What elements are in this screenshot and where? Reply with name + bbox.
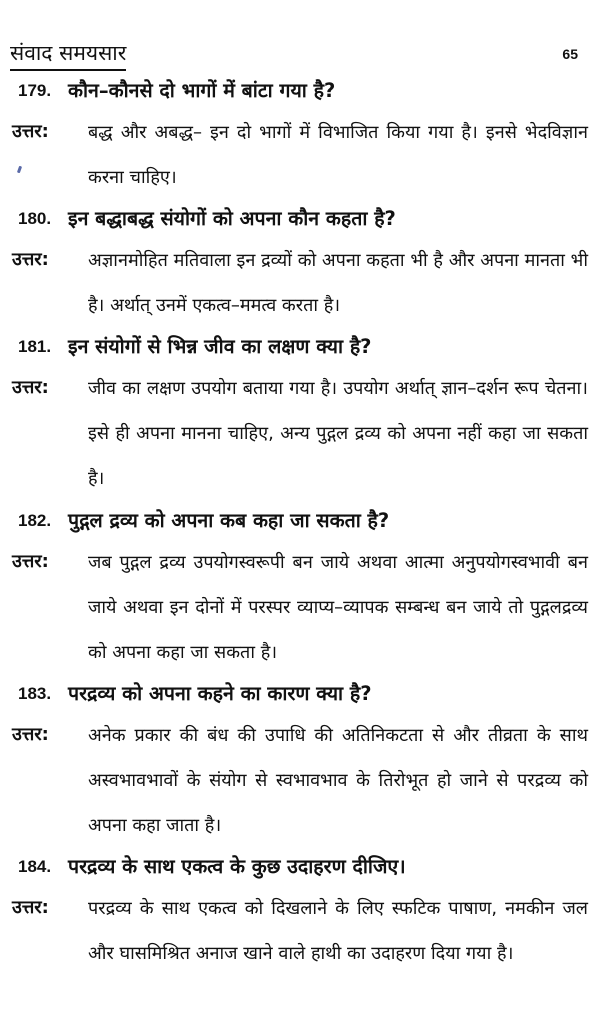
answer-text: जब पुद्गल द्रव्य उपयोगस्वरूपी बन जाये अथवा आत्मा अनुपयोगस्वभावी बन जाये अथवा इन दोनों में परस्पर व्याप्य–व्यापक सम्बन्ध बन जाये तो पुद्गलद्रव्य को अपना कहा जा सकता है। xyxy=(88,552,588,663)
answer xyxy=(0,540,600,675)
question-number: 180. xyxy=(18,209,52,228)
qa-item-180 xyxy=(0,200,600,328)
answer-text: परद्रव्य के साथ एकत्व को दिखलाने के लिए स्फटिक पाषाण, नमकीन जल और घासमिश्रित अनाज खाने वाले हाथी का उदाहरण दिया गया है। xyxy=(88,898,588,964)
question-text: इन बद्धाबद्ध संयोगों को अपना कौन कहता है? xyxy=(68,207,396,230)
answer xyxy=(0,713,600,848)
question-number: 182. xyxy=(18,511,52,530)
answer-label: उत्तर: xyxy=(12,551,49,572)
question xyxy=(0,502,600,540)
answer xyxy=(0,110,600,200)
qa-item-184 xyxy=(0,848,600,976)
qa-item-182 xyxy=(0,502,600,675)
question-number: 183. xyxy=(18,684,52,703)
question xyxy=(0,848,600,886)
answer xyxy=(0,366,600,501)
question-number: 184. xyxy=(18,857,52,876)
question xyxy=(0,675,600,713)
question-number: 179. xyxy=(18,81,52,100)
answer-text: अनेक प्रकार की बंध की उपाधि की अतिनिकटता से और तीव्रता के साथ अस्वभावभावों के संयोग से स्वभावभाव के तिरोभूत हो जाने से परद्रव्य को अपना कहा जाता है। xyxy=(88,725,588,836)
answer-label: उत्तर: xyxy=(12,897,49,918)
question xyxy=(0,200,600,238)
qa-item-183 xyxy=(0,675,600,848)
question xyxy=(0,328,600,366)
answer-text: अज्ञानमोहित मतिवाला इन द्रव्यों को अपना कहता भी है और अपना मानता भी है। अर्थात् उनमें एकत्व–ममत्व करता है। xyxy=(88,250,588,316)
question-text: परद्रव्य को अपना कहने का कारण क्या है? xyxy=(68,682,372,705)
page-header xyxy=(10,38,590,72)
answer-text: जीव का लक्षण उपयोग बताया गया है। उपयोग अर्थात् ज्ञान–दर्शन रूप चेतना। इसे ही अपना मानना चाहिए, अन्य पुद्गल द्रव्य को अपना नहीं कहा जा सकता है। xyxy=(88,378,588,489)
answer-label: उत्तर: xyxy=(12,121,49,142)
qa-item-181 xyxy=(0,328,600,501)
question-text: कौन–कौनसे दो भागों में बांटा गया है? xyxy=(68,79,336,102)
question-text: इन संयोगों से भिन्न जीव का लक्षण क्या है? xyxy=(68,335,372,358)
page-number: 65 xyxy=(562,46,578,62)
question-text: पुद्गल द्रव्य को अपना कब कहा जा सकता है? xyxy=(68,509,390,532)
answer-label: उत्तर: xyxy=(12,377,49,398)
answer-text: बद्ध और अबद्ध– इन दो भागों में विभाजित किया गया है। इनसे भेदविज्ञान करना चाहिए। xyxy=(88,122,588,188)
answer xyxy=(0,886,600,976)
answer-label: उत्तर: xyxy=(12,724,49,745)
qa-item-179 xyxy=(0,72,600,200)
question-text: परद्रव्य के साथ एकत्व के कुछ उदाहरण दीजिए। xyxy=(68,855,406,878)
answer xyxy=(0,238,600,328)
question xyxy=(0,72,600,110)
book-title: संवाद समयसार xyxy=(10,38,126,71)
question-number: 181. xyxy=(18,337,52,356)
answer-label: उत्तर: xyxy=(12,249,49,270)
